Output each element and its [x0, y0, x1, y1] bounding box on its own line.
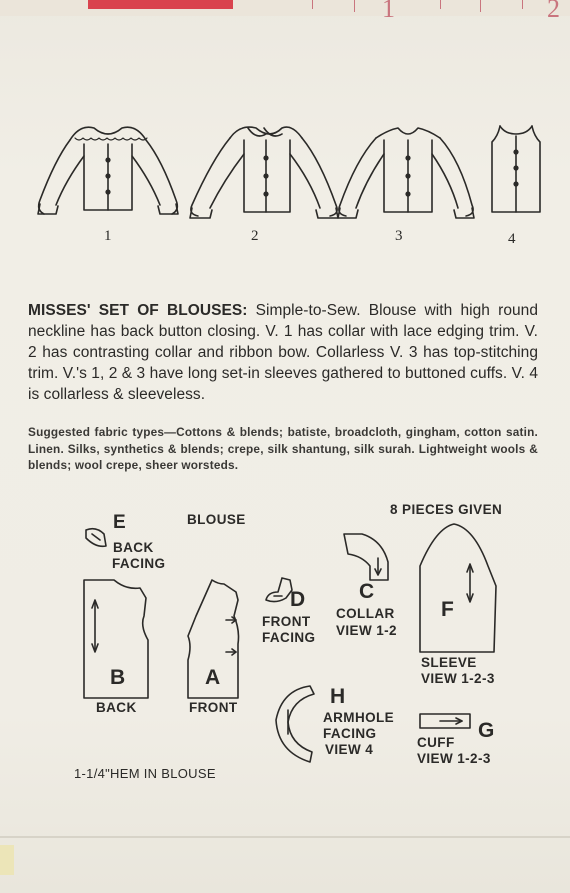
piece-f-label: VIEW 1-2-3: [421, 671, 495, 686]
piece-c-shape: [344, 534, 388, 580]
piece-g-label: CUFF: [417, 735, 455, 750]
piece-a-label: FRONT: [189, 700, 238, 715]
blouse-view-1-illustration: [38, 127, 178, 214]
blouse-view-4-illustration: [492, 126, 540, 212]
ruler-number: 2: [547, 0, 560, 23]
piece-g-shape: [420, 714, 470, 728]
piece-d-label: FRONT: [262, 614, 311, 629]
pieces-count: 8 PIECES GIVEN: [390, 502, 503, 517]
fabric-suggestions: [28, 424, 538, 474]
fold-line: [0, 836, 570, 838]
ruler-number: 1: [382, 0, 395, 23]
view-number: 3: [395, 228, 403, 244]
piece-f-label: SLEEVE: [421, 655, 477, 670]
paper-stain: [0, 845, 14, 875]
view-number: 1: [104, 228, 112, 244]
piece-f-letter: F: [441, 598, 455, 621]
piece-h-label: FACING: [323, 726, 377, 741]
view-number: 4: [508, 231, 516, 247]
blouse-view-2-illustration: [190, 127, 338, 218]
piece-d-shape: [266, 578, 292, 602]
piece-b-letter: B: [110, 666, 126, 689]
piece-e-letter: E: [113, 512, 127, 533]
piece-g-letter: G: [478, 719, 495, 742]
piece-f-shape: [420, 524, 496, 652]
piece-h-shape: [276, 686, 314, 762]
fabric-lead: Suggested fabric types: [28, 425, 165, 439]
pieces-heading: BLOUSE: [187, 512, 246, 527]
piece-h-letter: H: [330, 685, 346, 708]
piece-e-shape: [86, 529, 106, 547]
piece-h-label: VIEW 4: [325, 742, 374, 757]
piece-d-label: FACING: [262, 630, 316, 645]
piece-c-label: COLLAR: [336, 606, 395, 621]
piece-c-letter: C: [359, 580, 375, 603]
pattern-description: [28, 300, 538, 405]
piece-c-label: VIEW 1-2: [336, 623, 397, 638]
piece-g-label: VIEW 1-2-3: [417, 751, 491, 766]
blouse-view-3-illustration: [338, 128, 474, 218]
piece-e-label: FACING: [112, 556, 166, 571]
fabric-body: —Cottons & blends; batiste, broadcloth, gingham, cotton satin. Linen. Silks, synthetics & blends; crepe, silk shantung, silk surah. Lightweight wools & blends; wool crepe, sheer worsteds.: [28, 425, 539, 472]
description-lead: MISSES' SET OF BLOUSES:: [28, 302, 248, 319]
piece-e-label: BACK: [113, 540, 154, 555]
piece-d-letter: D: [290, 588, 306, 611]
piece-a-letter: A: [205, 666, 221, 689]
piece-b-label: BACK: [96, 700, 137, 715]
piece-h-label: ARMHOLE: [323, 710, 395, 725]
description-body: Simple-to-Sew. Blouse with high round neckline has back button closing. V. 1 has collar with lace edging trim. V. 2 has contrasting collar and ribbon bow. Collarless V. 3 has top-stitching trim. V.'s 1, 2 & 3 have long set-in sleeves gathered to buttoned cuffs. V. 4 is collarless & sleeveless.: [28, 302, 539, 403]
hem-note: 1-1/4"HEM IN BLOUSE: [74, 766, 216, 781]
view-number: 2: [251, 228, 259, 244]
